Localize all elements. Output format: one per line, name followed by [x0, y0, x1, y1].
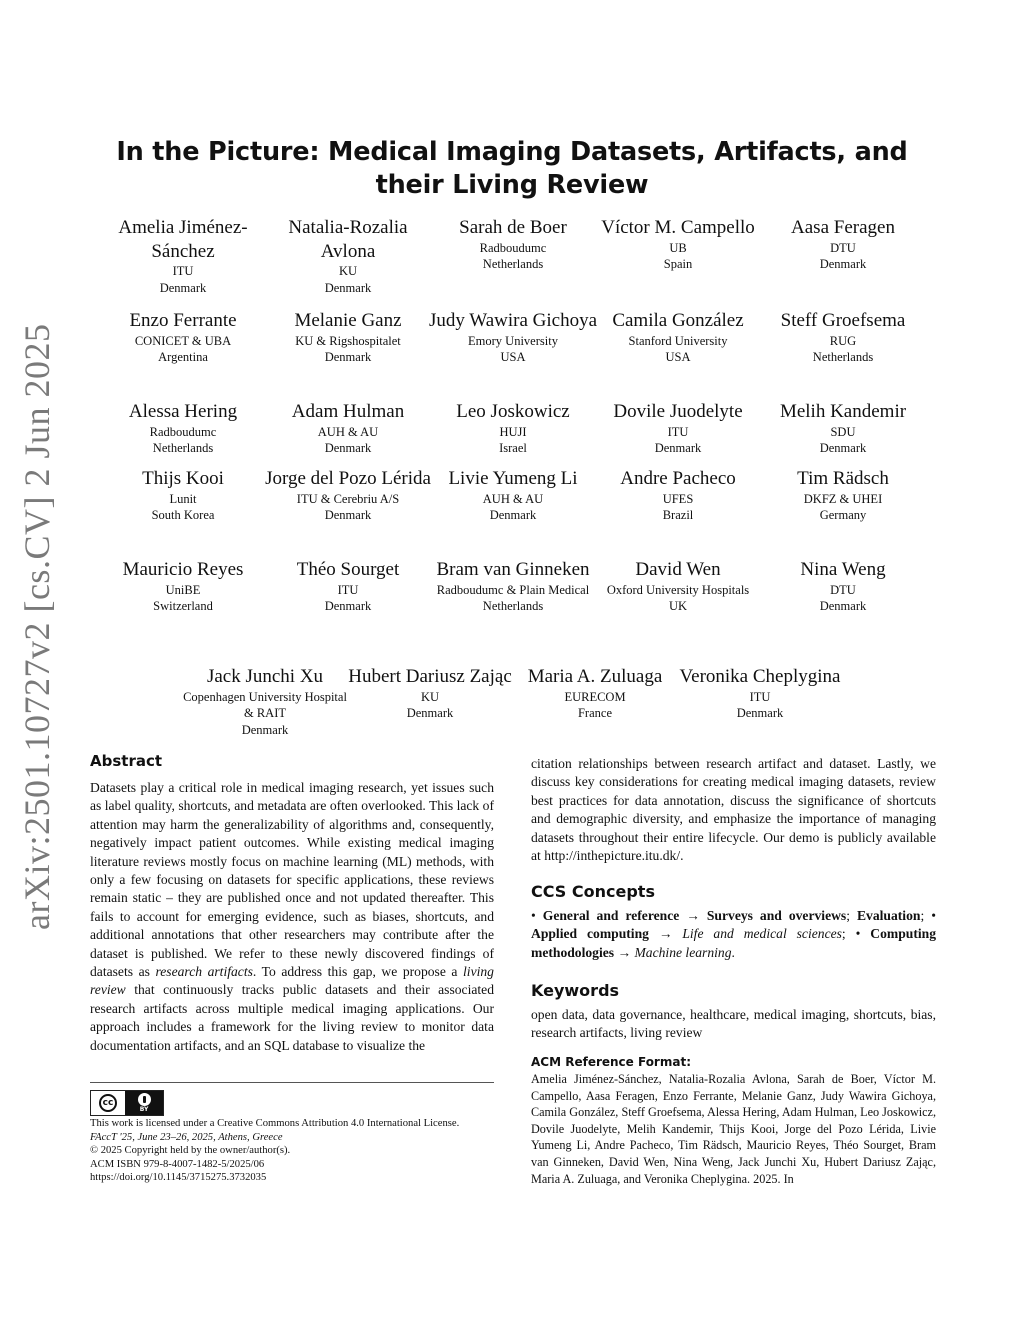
author-country: Denmark — [736, 706, 784, 721]
author-country: Netherlands — [812, 350, 874, 365]
author-name: Leo Joskowicz — [456, 401, 570, 422]
creative-commons-icon: cc — [99, 1094, 117, 1112]
author-block — [592, 216, 764, 273]
author-name: Veronika Cheplygina — [679, 666, 841, 687]
author-country: Denmark — [654, 441, 702, 456]
abstract-text: Datasets play a critical role in medical imaging research, yet issues such as label quality, shortcuts, and metadata are often overlooked. This lack of attention may harm the generalizability of algorithms and, consequently, negatively impact patient outcomes. While existing medical imaging literature reviews mostly focus on machine learning (ML) methods, with only a few focusing on datasets for specific applications, these reviews remain static – they are published once and not updated thereafter. This fails to account for emerging evidence, such as biases, shortcuts, and additional annotations that other researchers may contribute after the dataset is published. We refer to these newly discovered findings of datasets as research artifacts. To address this gap, we propose a living review that continuously tracks public datasets and their associated research artifacts across multiple medical imaging applications. Our approach includes a framework for the living review to monitor data documentation artifacts, and an SQL database to visualize the — [90, 780, 494, 1053]
keywords-text: open data, data governance, healthcare, medical imaging, shortcuts, bias, research artifacts, living review — [531, 1007, 936, 1041]
keywords-heading: Keywords — [531, 981, 620, 1000]
doi-link[interactable]: https://doi.org/10.1145/3715275.3732035 — [90, 1172, 267, 1184]
abstract-heading: Abstract — [90, 752, 163, 770]
author-block — [509, 665, 681, 722]
author-country: Brazil — [662, 508, 694, 523]
author-country: Netherlands — [152, 441, 214, 456]
author-block — [344, 665, 516, 722]
author-affiliation: AUH & AU — [317, 424, 379, 439]
author-country: Denmark — [819, 257, 867, 272]
author-affiliation: Radboudumc & Plain Medical — [436, 582, 590, 597]
author-block — [427, 558, 599, 615]
author-country: Denmark — [819, 441, 867, 456]
author-block — [592, 467, 764, 524]
author-name: Dovile Juodelyte — [613, 401, 743, 422]
author-affiliation: DTU — [830, 582, 856, 597]
author-affiliation: ITU — [749, 689, 771, 704]
paper-title: In the Picture: Medical Imaging Datasets, Artifacts, and their Living Review — [116, 137, 908, 200]
author-block — [757, 400, 929, 457]
author-block — [262, 309, 434, 366]
author-name: Víctor M. Campello — [601, 217, 755, 238]
author-affiliation: Radboudumc — [149, 424, 217, 439]
author-name: David Wen — [635, 559, 721, 580]
author-affiliation: DKFZ & UHEI — [803, 491, 883, 506]
author-country: Denmark — [324, 350, 372, 365]
author-country: Denmark — [159, 280, 207, 295]
author-country: South Korea — [151, 508, 215, 523]
author-name: Sarah de Boer — [459, 217, 567, 238]
author-affiliation: UFES — [662, 491, 694, 506]
author-name: Mauricio Reyes — [122, 559, 244, 580]
author-country: Switzerland — [153, 599, 213, 614]
author-name: Alessa Hering — [128, 401, 238, 422]
acm-reference-text: Amelia Jiménez-Sánchez, Natalia-Rozalia Avlona, Sarah de Boer, Víctor M. Campello, Aasa Feragen, Enzo Ferrante, Melanie Ganz, Judy Wawira Gichoya, Camila González, Steff Groefsema, Alessa Hering, Adam Hulman, Leo Joskowicz, Dovile Juodelyte, Melih Kandemir, Thijs Kooi, Jorge del Pozo Lérida, Livie Yumeng Li, Andre Pacheco, Tim Rädsch, Mauricio Reyes, Théo Sourget, Bram van Ginneken, David Wen, Nina Weng, Jack Junchi Xu, Hubert Dariusz Zając, Maria A. Zuluaga, and Veronika Cheplygina. 2025. In — [531, 1072, 936, 1186]
term-living-review: living review — [90, 964, 494, 998]
author-block — [97, 309, 269, 366]
author-affiliation: KU — [420, 689, 440, 704]
author-name: Livie Yumeng Li — [448, 468, 578, 489]
author-affiliation: ITU — [172, 264, 194, 278]
ccs-concepts-text: • General and reference → Surveys and overviews; Evaluation; • Applied computing → Life and medical sciences; • Computing methodologies → Machine learning. — [531, 908, 936, 960]
author-name: Hubert Dariusz Zając — [348, 666, 512, 687]
author-affiliation: Emory University — [468, 333, 558, 348]
author-affiliation: Stanford University — [628, 333, 728, 348]
author-name: Natalia-Rozalia Avlona — [288, 217, 408, 262]
author-affiliation: DTU — [830, 240, 856, 255]
isbn-text: ACM ISBN 979-8-4007-1482-5/2025/06 — [90, 1158, 265, 1170]
author-affiliation: ITU & Cerebriu A/S — [296, 491, 400, 506]
author-affiliation: EURECOM — [564, 689, 626, 704]
author-block — [757, 309, 929, 366]
author-block — [97, 467, 269, 524]
author-country: Denmark — [819, 599, 867, 614]
author-name: Jorge del Pozo Lérida — [265, 468, 431, 489]
author-name: Théo Sourget — [296, 559, 400, 580]
author-name: Camila González — [612, 310, 744, 331]
author-country: Germany — [819, 508, 867, 523]
author-country: Netherlands — [482, 599, 544, 614]
author-country: USA — [500, 350, 526, 365]
author-country: USA — [665, 350, 691, 365]
author-block — [757, 558, 929, 615]
author-name: Jack Junchi Xu — [206, 666, 324, 687]
cc-by-license-badge — [90, 1090, 164, 1116]
author-affiliation: UB — [669, 240, 687, 255]
author-name: Nina Weng — [800, 559, 886, 580]
license-footnote — [90, 1117, 510, 1185]
ccs-concepts-heading: CCS Concepts — [531, 882, 655, 901]
author-country: Spain — [663, 257, 693, 272]
author-block — [262, 400, 434, 457]
by-label: BY — [139, 1106, 149, 1113]
author-block — [592, 309, 764, 366]
author-name: Steff Groefsema — [780, 310, 906, 331]
term-research-artifacts: research artifacts — [155, 964, 253, 980]
author-block — [179, 665, 351, 739]
author-name: Enzo Ferrante — [129, 310, 237, 331]
author-block — [427, 400, 599, 457]
author-country: Denmark — [324, 508, 372, 523]
author-block — [262, 216, 434, 297]
author-name: Tim Rädsch — [797, 468, 889, 489]
author-block — [97, 558, 269, 615]
footnote-divider — [90, 1082, 494, 1083]
author-name: Melih Kandemir — [779, 401, 907, 422]
author-block — [97, 400, 269, 457]
author-affiliation: ITU — [667, 424, 689, 439]
author-affiliation: UniBE — [165, 582, 201, 597]
author-country: Denmark — [324, 441, 372, 456]
author-name: Amelia Jiménez-Sánchez — [118, 217, 248, 262]
author-country: Denmark — [241, 723, 289, 738]
author-name: Maria A. Zuluaga — [527, 666, 663, 687]
author-affiliation: Oxford University Hospitals — [606, 582, 750, 597]
author-block — [262, 467, 434, 524]
author-name: Melanie Ganz — [294, 310, 402, 331]
author-affiliation: Lunit — [169, 491, 197, 506]
author-affiliation: SDU — [830, 424, 856, 439]
author-block — [427, 309, 599, 366]
attribution-person-icon — [138, 1093, 151, 1106]
author-name: Bram van Ginneken — [436, 559, 590, 580]
author-block — [592, 400, 764, 457]
author-block — [97, 216, 269, 297]
author-country: Denmark — [324, 599, 372, 614]
author-affiliation: Radboudumc — [479, 240, 547, 255]
author-country: UK — [668, 599, 688, 614]
author-block — [427, 467, 599, 524]
author-block — [757, 216, 929, 273]
author-block — [757, 467, 929, 524]
author-block — [674, 665, 846, 722]
author-block — [592, 558, 764, 615]
author-name: Andre Pacheco — [620, 468, 736, 489]
author-affiliation: AUH & AU — [482, 491, 544, 506]
venue-text: FAccT '25, June 23–26, 2025, Athens, Greece — [90, 1131, 283, 1143]
license-text: This work is licensed under a Creative Commons Attribution 4.0 International License. — [90, 1118, 460, 1129]
author-country: France — [577, 706, 612, 721]
author-affiliation: KU & Rigshospitalet — [295, 333, 401, 348]
author-affiliation: RUG — [829, 333, 857, 348]
author-name: Aasa Feragen — [791, 217, 895, 238]
author-name: Thijs Kooi — [142, 468, 224, 489]
author-affiliation: HUJI — [499, 424, 527, 439]
author-country: Denmark — [324, 280, 372, 295]
author-block — [427, 216, 599, 273]
author-country: Israel — [499, 441, 527, 456]
author-country: Denmark — [406, 706, 454, 721]
arxiv-identifier: arXiv:2501.10727v2 [cs.CV] 2 Jun 2025 — [17, 323, 57, 930]
copyright-text: © 2025 Copyright held by the owner/author(s). — [90, 1145, 291, 1157]
author-name: Judy Wawira Gichoya — [428, 310, 598, 331]
author-country: Netherlands — [482, 257, 544, 272]
author-affiliation: ITU — [337, 582, 359, 597]
author-name: Adam Hulman — [291, 401, 405, 422]
acm-reference-heading: ACM Reference Format: — [531, 1055, 691, 1069]
author-affiliation: CONICET & UBA — [134, 333, 232, 348]
author-country: Argentina — [158, 350, 208, 365]
author-country: Denmark — [489, 508, 537, 523]
author-block — [262, 558, 434, 615]
author-affiliation: KU — [338, 264, 358, 278]
abstract-continued: citation relationships between research artifact and dataset. Lastly, we discuss key considerations for creating medical imaging datasets, review best practices for data annotation, discuss the significance of shortcuts and demographic diversity, and emphasize the importance of managing datasets throughout their entire lifecycle. Our demo is publicly available at http://inthepicture.itu.dk/. — [531, 756, 936, 864]
author-affiliation: Copenhagen University Hospital & RAIT — [183, 689, 347, 721]
